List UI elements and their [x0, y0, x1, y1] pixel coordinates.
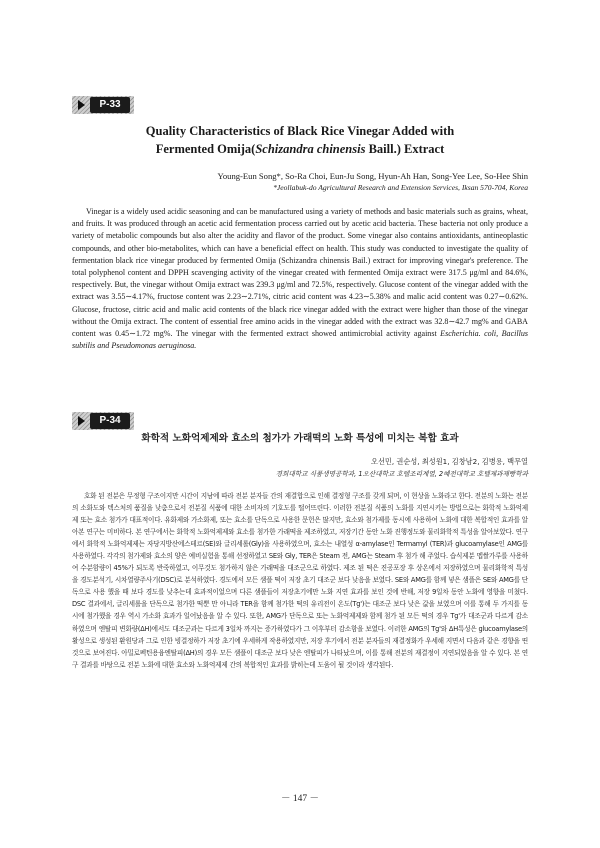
paper-title-p33 — [60, 122, 540, 158]
paper-title-p34: 화학적 노화억제제와 효소의 첨가가 가래떡의 노화 특성에 미치는 복합 효과 — [141, 433, 459, 444]
title-line-1: Quality Characteristics of Black Rice Vinegar Added with — [145, 124, 455, 138]
section-tag-p34 — [72, 412, 134, 430]
affiliation: 경희대학교 식품생명공학과, 1오산대학교 호텔조리계열, 2혜전대학교 호텔제과제빵학과 — [275, 470, 528, 478]
authors-p34 — [276, 456, 528, 480]
author-list: Young-Eun Song*, So-Ra Choi, Eun-Ju Song, Hyun-Ah Han, Song-Yee Lee, So-Hee Shin — [217, 171, 528, 181]
section-tag-p33 — [72, 96, 134, 114]
title-line-2-species: Schizandra chinensis — [255, 142, 366, 156]
title-line-2-suffix: Baill.) Extract — [365, 142, 445, 156]
triangle-marker-icon — [78, 100, 85, 110]
triangle-marker-icon — [78, 416, 85, 426]
section-tag-label: P-34 — [90, 413, 130, 429]
title-line-2 — [60, 140, 540, 158]
page-number: － 147 － — [280, 794, 319, 804]
abstract-p34: 호화 된 전분은 무정형 구조이지만 시간이 지남에 따라 전분 분자들 간의 재결합으로 인해 결정형 구조를 갖게 되며, 이 현상을 노화라고 한다. 전분의 노화는 전분의 소화도와 텍스처의 품질을 낮춤으로서 전분질 식품에 대한 소비자의 기호도를 떨어뜨린다. 이러한 전분질 식품의 노화를 지연시키는 방법으로는 화학적 노화억제제 또는 효소 첨가가 대표적이다. 유화제와 가소화제, 또는 효소를 단독으로 사용한 문헌은 많지만, 효소와 첨가제를 동시에 사용하여 노화에 대한 복합적인 효과를 알아본 연구는 미비하다. 본 연구에서는 화학적 노화억제제와 효소를 첨가한 가래떡을 제조하였고, 저장기간 동안 노화 진행정도와 물리화학적 특성을 알아보았다. 연구에서 화학적 노화억제제는 자당지방산에스테르(SE)와 글리세롤(Gly)을 사용하였으며, 효소는 내열성 α-amylase인 Termamyl (TER)과 glucoamylase인 AMG를 사용하였다. 각각의 첨가제와 효소의 양은 예비실험을 통해 선정하였고 SE와 Gly, TER은 Steam 전, AMG는 Steam 후 첨가 해 주었다. 습식제분 멥쌀가루를 사용하여 수분함량이 45%가 되도록 반죽하였고, 이무것도 첨가하지 않은 가래떡을 대조군으로 하였다. 제조 된 떡은 진공포장 후 상온에서 저장하였으며 물리화학적 특성을 경도분석기, 시차열량주사기(DSC)로 분석하였다. 경도에서 모든 샘플 떡이 저장 초기 대조군 보다 낮음을 보였다. SE와 AMG를 함께 넣은 샘플은 SE와 AMG를 단독으로 사용 했을 때 보다 경도를 낮추는데 효과적이었으며 다른 샘플들이 저장초기에만 노화 지연 효과를 보인 것에 반해, 저장 9일차 동안 노화에 영향을 미쳤다. DSC 결과에서, 글리세롤을 단독으로 첨가한 떡뿐 만 아니라 TER을 함께 첨가한 떡의 유리전이 온도(Tg')는 대조군 보다 낮은 값을 보였으며 이를 통해 두 가지를 동시에 첨가했을 경우 역시 가소화 효과가 일어났음을 알 수 있다. 또한, AMG가 단독으로 또는 노화억제제와 함께 첨가 된 모든 떡의 경우 Tg'가 대조군과 다르게 감소하였으며 엔탈피 변화량(ΔH)에서도 대조군과는 다르게 3일차 까지는 증가하였다가 그 이후부터 감소함을 보였다. 이러한 AMG의 Tg'와 ΔH특성은 glucoamylase의 활성으로 생성된 환원당과 그로 인한 빙결정하가 저장 초기에 우세하게 작용하였지만, 저장 후기에서 전분 분자들의 재결정화가 우세해 지면서 다음과 같은 경향을 띤 것으로 보여진다. 아밀로펙틴용융엔탈피(ΔH)의 경우 모든 샘플이 대조군 보다 낮은 엔탈피가 나타났으며, 이를 통해 전분의 재결정이 지연되었음을 알 수 있다. 본 연구 결과를 바탕으로 전분 노화에 대한 효소와 노화억제제 간의 복합적인 효과를 밝히는데 도움이 될 것이라 생각된다. — [72, 492, 528, 669]
authors-p33 — [218, 170, 529, 194]
abstract-species: Escherichia. coli, Bacillus subtilis and Pseudomonas aeruginosa. — [72, 329, 528, 351]
abstract-p33 — [72, 206, 528, 352]
section-tag-label: P-33 — [90, 97, 130, 113]
abstract-text: Vinegar is a widely used acidic seasoning and can be manufactured using a variety of methods and basic materials such as grains, wheat, and fruits. It was produced through an acetic acid fermentation process carried out by acetic acid bacteria. These bacteria not only produce a variety of metabolic compounds but also alter the acidity and flavor of the product. Some vinegar also contains antioxidants, antineoplastic compounds, and other bio-metabolites, which can have a beneficial effect on health. This study was conducted to investigate the quality of fermentation black rice vinegar produced by fermented Omija (Schizandra chinensis Bail.) extract for improving vinegar's preference. The total polyphenol content and DPPH scavenging activity of the vinegar created with fermented Omija extract were 317.5 μg/ml and 84.6%, respectively. But, the vinegar without Omija extract was 239.3 μg/ml and 72.5%, respectively. Glucose content of the vinegar added with the extract was 3.55∼4.17%, fructose content was 2.23∼2.71%, citric acid content was 4.23∼5.38% and malic acid content was 0.27∼0.62%. Glucose, fructose, citric acid and malic acid contents of the black rice vinegar added with the extract were higher than those of the vinegar without the Omija extract. The content of essential free amino acids in the vinegar added with the extract was 32.8∼42.7 mg% and GABA content was 0.45∼1.72 mg%. The vinegar with the fermented extract showed antimicrobial activity against — [72, 207, 528, 339]
title-line-2-prefix: Fermented Omija( — [155, 142, 256, 156]
affiliation: *Jeollabuk-do Agricultural Research and Extension Services, Iksan 570-704, Korea — [273, 183, 528, 192]
author-list: 오선민, 권순성, 최성원1, 김창남2, 김병용, 백무열 — [371, 457, 528, 466]
